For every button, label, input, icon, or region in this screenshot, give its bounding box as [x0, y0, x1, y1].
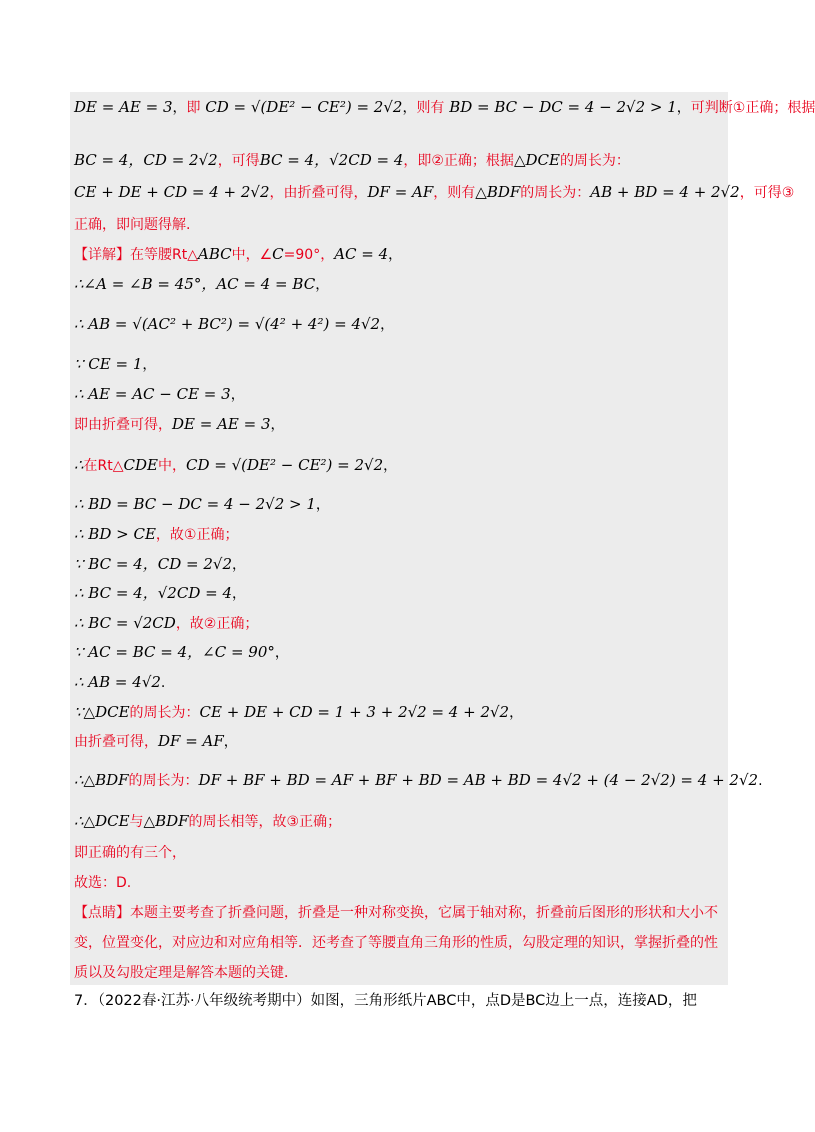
detail-line	[74, 384, 245, 405]
text-run: 故选：D.	[74, 875, 132, 891]
text-run: ，	[383, 458, 398, 474]
text-run: ，故①正确；	[155, 527, 239, 543]
math-expression: △BDF	[475, 183, 521, 201]
math-expression: CD = √(DE² − CE²) = 2√2	[185, 456, 384, 474]
text-run: 的周长为：	[559, 153, 630, 169]
detail-line	[74, 770, 763, 791]
comment-paragraph: 【点睛】本题主要考查了折叠问题，折叠是一种对称变换，它属于轴对称，折叠前后图形的形状和大小不变，位置变化，对应边和对应角相等．还考查了等腰直角三角形的性质，勾股定理的知识，掌握折叠的性质以及勾股定理是解答本题的关键．	[74, 905, 718, 981]
math-expression: CE + DE + CD = 4 + 2√2	[74, 183, 270, 201]
text-run: ，可得	[217, 153, 260, 169]
math-expression: BC = 4，√2CD = 4	[259, 151, 404, 169]
analysis-line	[74, 150, 630, 171]
detail-line	[74, 494, 330, 515]
math-expression: CE + DE + CD = 1 + 3 + 2√2 = 4 + 2√2	[199, 703, 510, 721]
detail-line	[74, 314, 394, 335]
math-expression: ∴ BD = BC − DC = 4 − 2√2 > 1	[74, 495, 316, 513]
text-run: ，由折叠可得，	[269, 185, 368, 201]
text-run: ，	[230, 387, 245, 403]
math-expression: BC = 4，CD = 2√2	[74, 151, 218, 169]
text-run: .	[758, 773, 763, 789]
text-run: 正确，即问题得解.	[74, 217, 191, 233]
text-run: ，	[274, 645, 289, 661]
math-expression: ∵ BC = 4，CD = 2√2	[74, 555, 232, 573]
text-run: ，	[223, 734, 238, 750]
detail-line	[74, 244, 402, 265]
math-expression: ∴ AB = 4√2	[74, 673, 161, 691]
text-run: 的周长为：	[520, 185, 591, 201]
text-run: ，	[388, 247, 403, 263]
detail-line	[74, 524, 238, 545]
text-run: ，即②正确；根据	[403, 153, 514, 169]
math-expression: DF + BF + BD = AF + BF + BD = AB + BD = 4√2 + (4 − 2√2) = 4 + 2√2	[198, 771, 759, 789]
text-run: ，	[315, 497, 330, 513]
math-expression: △BDF	[143, 812, 189, 830]
text-run: ，	[142, 357, 157, 373]
detail-line	[74, 414, 285, 435]
detail-line	[74, 811, 341, 832]
text-run: 的周长为：	[128, 773, 199, 789]
math-expression: △DCE	[513, 151, 560, 169]
analysis-line	[74, 182, 794, 203]
detail-line	[74, 613, 258, 634]
math-expression: ∵ CE = 1	[74, 355, 143, 373]
text-run: ，	[402, 100, 417, 116]
text-run: ，	[315, 277, 330, 293]
math-expression: CDE	[123, 456, 158, 474]
math-expression: ∴ BD > CE	[74, 525, 156, 543]
math-expression: AC = 4	[334, 245, 389, 263]
detail-line	[74, 872, 131, 893]
math-expression: DE = AE = 3	[172, 415, 271, 433]
text-run: ，	[270, 417, 285, 433]
math-expression: ∴ AB = √(AC² + BC²) = √(4² + 4²) = 4√2	[74, 315, 381, 333]
text-run: 即	[186, 100, 201, 116]
math-expression: ∴△DCE	[74, 812, 130, 830]
math-expression: ∴	[74, 456, 84, 474]
math-expression: AB + BD = 4 + 2√2	[590, 183, 740, 201]
math-expression: ∵ AC = BC = 4，∠C = 90°	[74, 643, 275, 661]
text-run: ，	[232, 557, 246, 573]
text-run: 的周长相等，故③正确；	[188, 814, 342, 830]
text-run: 中，∠	[231, 247, 273, 263]
math-expression: DE = AE = 3	[74, 98, 173, 116]
detail-line	[74, 354, 156, 375]
math-expression: ∴ AE = AC − CE = 3	[74, 385, 231, 403]
math-expression: CD = √(DE² − CE²) = 2√2	[200, 98, 403, 116]
detail-line	[74, 731, 238, 752]
detail-line	[74, 642, 289, 663]
math-expression: BD = BC − DC = 4 − 2√2 > 1	[444, 98, 677, 116]
detail-line	[74, 554, 246, 575]
math-expression: ∴ BC = √2CD	[74, 614, 176, 632]
next-question: 7．（2022春·江苏·八年级统考期中）如图，三角形纸片ABC中，点D是BC边上一点，连接AD，把	[74, 993, 697, 1009]
analysis-line	[74, 214, 190, 235]
text-run: 【详解】在等腰Rt△	[74, 247, 198, 263]
detail-line	[74, 583, 246, 604]
text-run: ，	[509, 705, 524, 721]
text-run: ，故②正确；	[175, 616, 259, 632]
text-run: 则有	[416, 100, 445, 116]
text-run: =90°，	[283, 247, 335, 263]
text-run: 与	[129, 814, 144, 830]
text-run: ，	[232, 586, 246, 602]
text-run: ，可得③	[739, 185, 795, 201]
detail-line	[74, 702, 523, 723]
math-expression: DF = AF	[367, 183, 434, 201]
math-expression: C	[272, 245, 284, 263]
detail-line	[74, 455, 397, 476]
detail-line	[74, 842, 186, 863]
text-run: ，	[380, 317, 395, 333]
text-run: ，则有	[433, 185, 476, 201]
math-expression: ∵△DCE	[74, 703, 130, 721]
text-run: 的周长为：	[129, 705, 200, 721]
analysis-line	[74, 97, 815, 118]
math-expression: ∴△BDF	[74, 771, 129, 789]
math-expression: ∴∠A = ∠B = 45°，AC = 4 = BC	[74, 275, 316, 293]
text-run: ，	[172, 100, 187, 116]
text-run: 中，	[157, 458, 186, 474]
text-run: 由折叠可得，	[74, 734, 158, 750]
text-run: 在Rt△	[83, 458, 124, 474]
math-expression: ∴ BC = 4，√2CD = 4	[74, 584, 232, 602]
detail-line	[74, 672, 165, 693]
math-expression: ABC	[197, 245, 232, 263]
detail-line	[74, 274, 329, 295]
text-run: ，	[676, 100, 691, 116]
text-run: 即由折叠可得，	[74, 417, 172, 433]
math-expression: DF = AF	[158, 732, 224, 750]
text-run: 可判断①正确；根据	[690, 100, 815, 116]
text-run: .	[160, 675, 166, 691]
text-run: 即正确的有三个，	[74, 845, 186, 861]
